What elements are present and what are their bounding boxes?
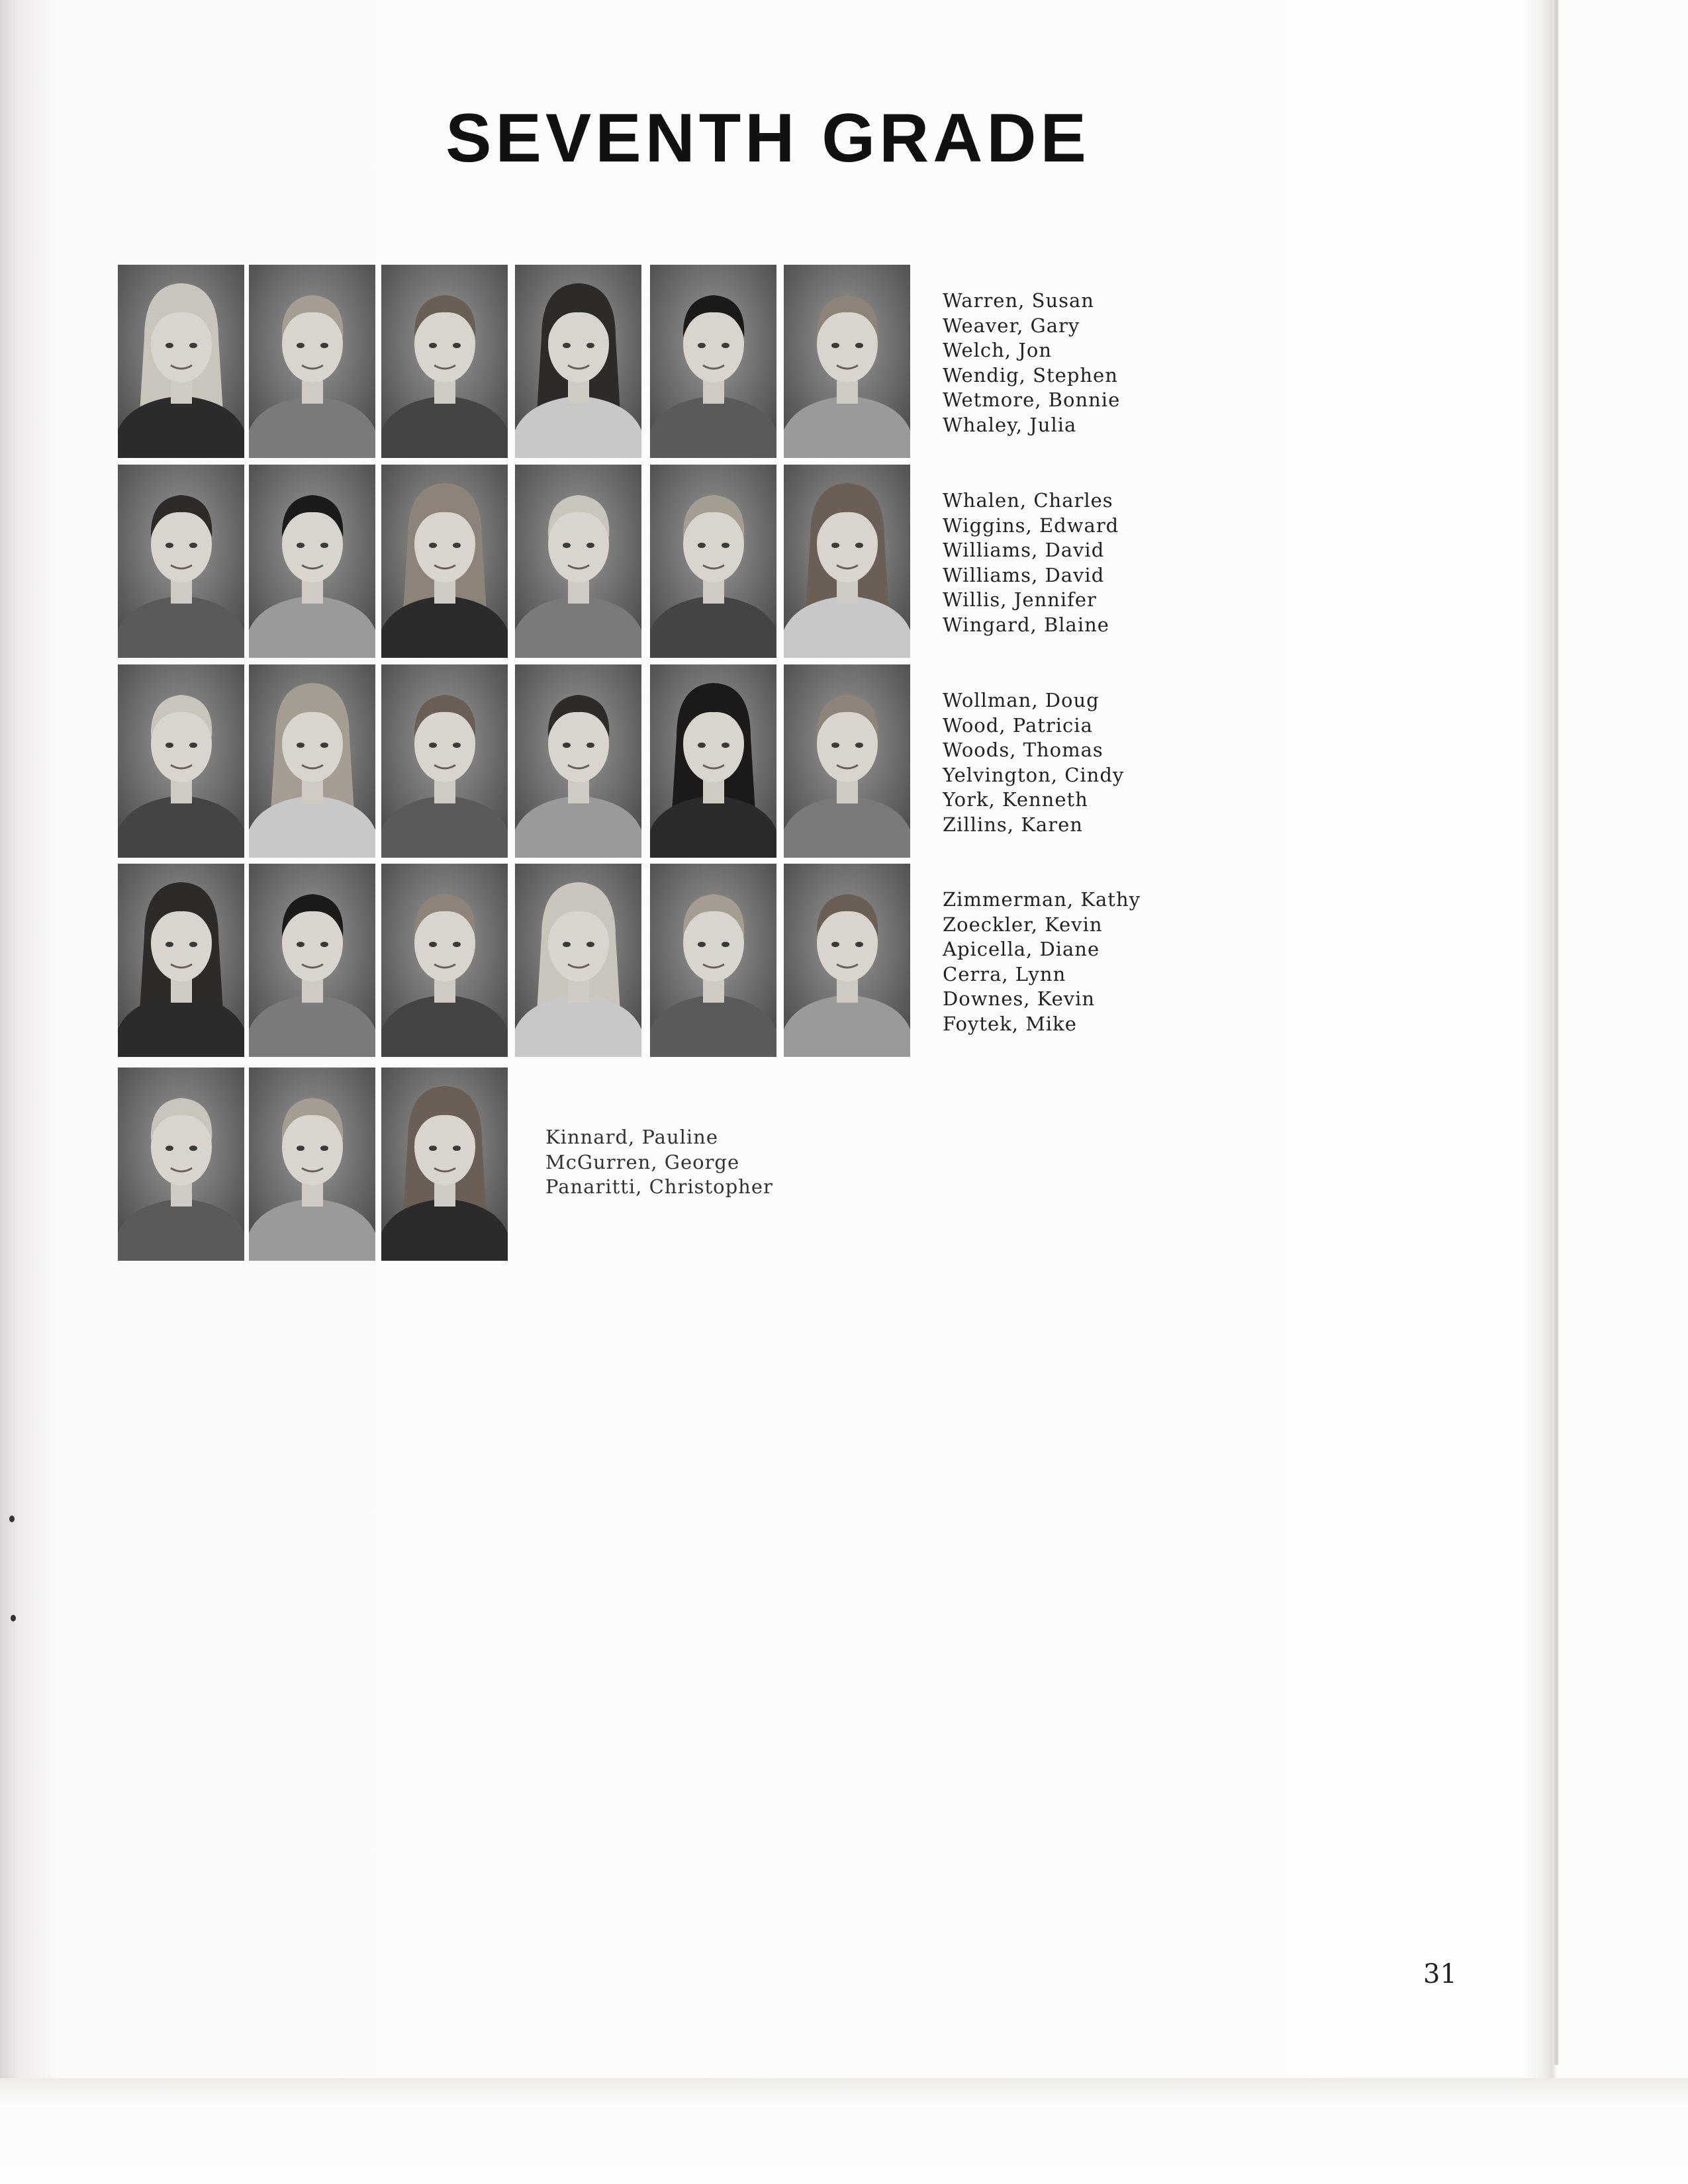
student-name: Warren, Susan [943,289,1094,312]
page-bottom-edge [0,2078,1688,2184]
name-list-row-3 [943,688,1124,837]
student-name: Wingard, Blaine [943,613,1109,636]
student-name: Apicella, Diane [943,938,1100,960]
student-portrait [118,864,244,1057]
student-portrait [118,664,244,858]
student-name: Kinnard, Pauline [545,1126,719,1148]
student-portrait [381,664,508,858]
page-number: 31 [1423,1959,1457,1989]
student-portrait [381,265,508,458]
student-name: Foytek, Mike [943,1012,1077,1035]
student-portrait [249,465,375,658]
student-portrait [249,265,375,458]
student-name: Panaritti, Christopher [545,1175,773,1198]
student-name: Zillins, Karen [943,813,1083,836]
punch-hole-mark [9,1516,15,1522]
page-title: SEVENTH GRADE [445,100,1090,177]
student-portrait [118,265,244,458]
student-portrait [515,465,641,658]
student-portrait [515,265,641,458]
student-portrait [381,1068,508,1261]
student-name: Wetmore, Bonnie [943,388,1121,411]
student-name: Welch, Jon [943,339,1052,361]
name-list-row-4 [943,887,1141,1036]
student-portrait [381,864,508,1057]
student-portrait [249,664,375,858]
student-portrait [249,1068,375,1261]
student-portrait [784,864,910,1057]
name-list-row-1 [943,289,1120,437]
student-name: Williams, David [943,563,1105,586]
student-portrait [784,265,910,458]
punch-hole-mark [11,1615,16,1621]
student-name: Weaver, Gary [943,314,1080,337]
student-name: Williams, David [943,539,1105,561]
student-name: Woods, Thomas [943,739,1103,761]
student-name: McGurren, George [545,1150,740,1173]
student-portrait [650,265,776,458]
student-portrait [515,864,641,1057]
name-list-row-5 [545,1125,773,1200]
student-name: Whalen, Charles [943,489,1113,512]
student-portrait [650,664,776,858]
student-portrait [515,664,641,858]
student-name: Willis, Jennifer [943,588,1097,611]
student-name: Zimmerman, Kathy [943,888,1141,911]
student-name: Wood, Patricia [943,713,1093,737]
student-name: Wollman, Doug [943,689,1100,711]
student-portrait [650,465,776,658]
name-list-row-2 [943,488,1119,637]
student-portrait [784,465,910,658]
student-name: Cerra, Lynn [943,962,1066,985]
student-name: Yelvington, Cindy [943,763,1125,786]
student-name: York, Kenneth [943,788,1088,811]
student-name: Wendig, Stephen [943,363,1118,387]
student-name: Downes, Kevin [943,987,1096,1010]
student-name: Zoeckler, Kevin [943,913,1103,936]
student-portrait [381,465,508,658]
student-portrait [249,864,375,1057]
student-name: Whaley, Julia [943,413,1077,436]
student-portrait [118,465,244,658]
page-binding-edge [1554,0,1558,2065]
student-portrait [118,1068,244,1261]
student-portrait [784,664,910,858]
student-name: Wiggins, Edward [943,514,1119,537]
student-portrait [650,864,776,1057]
